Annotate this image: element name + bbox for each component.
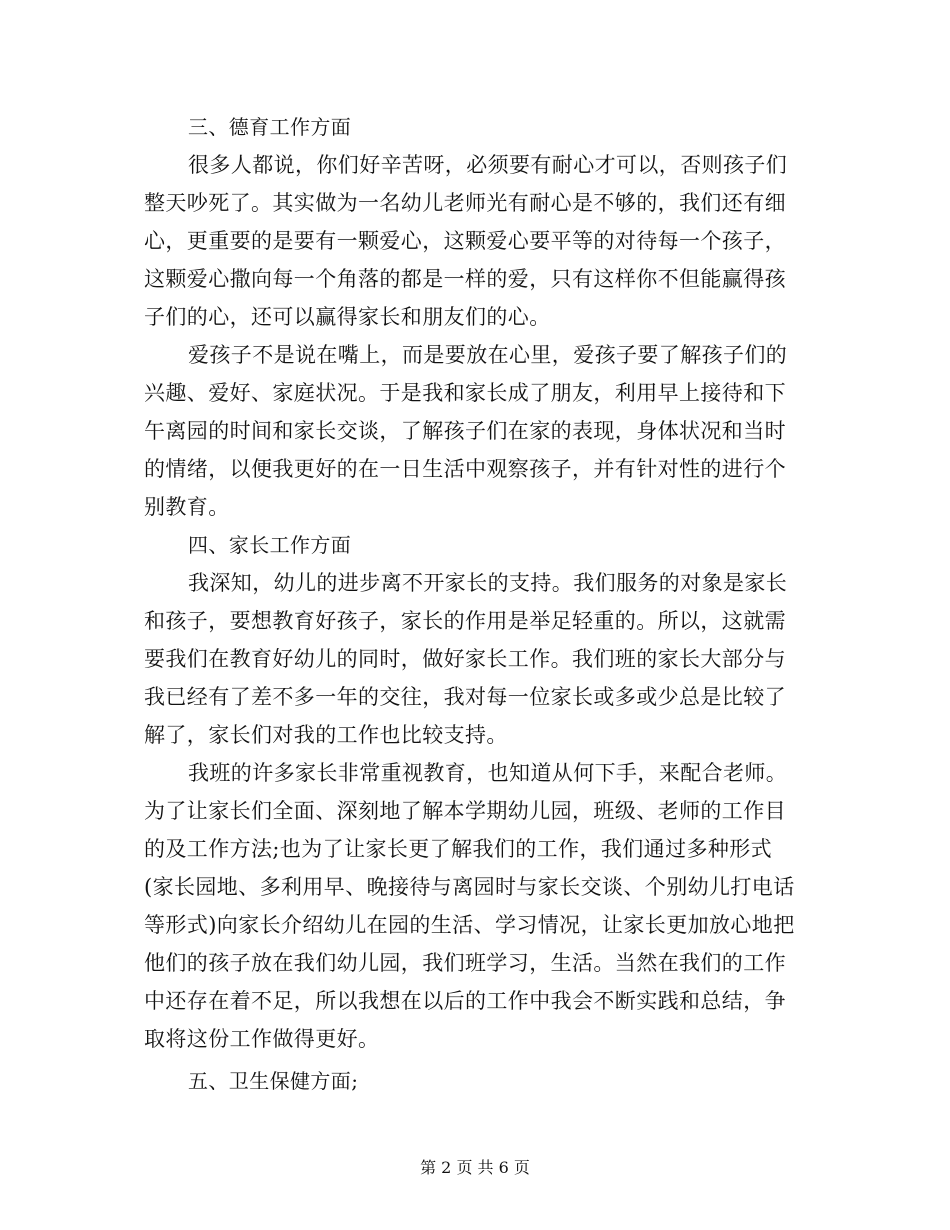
paragraph-line: 的情绪，以便我更好的在一日生活中观察孩子，并有针对性的进行个 — [144, 457, 786, 481]
paragraph-line: 很多人都说，你们好辛苦呀，必须要有耐心才可以，否则孩子们 — [188, 153, 788, 177]
section-heading: 五、卫生保健方面; — [188, 1069, 359, 1093]
paragraph — [144, 336, 806, 526]
paragraph — [144, 754, 806, 1058]
paragraph-line: 为了让家长们全面、深刻地了解本学期幼儿园，班级、老师的工作目 — [144, 799, 786, 823]
section-heading: 四、家长工作方面 — [188, 533, 352, 557]
paragraph-line: 中还存在着不足，所以我想在以后的工作中我会不断实践和总结，争 — [144, 989, 786, 1013]
section-heading: 三、德育工作方面 — [188, 115, 352, 139]
paragraph-line: 兴趣、爱好、家庭状况。于是我和家长成了朋友，利用早上接待和下 — [144, 381, 786, 405]
paragraph-line: 要我们在教育好幼儿的同时，做好家长工作。我们班的家长大部分与 — [144, 647, 786, 671]
paragraph-line: 和孩子，要想教育好孩子，家长的作用是举足轻重的。所以，这就需 — [144, 609, 786, 633]
paragraph-line: 我已经有了差不多一年的交往，我对每一位家长或多或少总是比较了 — [144, 685, 786, 709]
paragraph-line: 午离园的时间和家长交谈，了解孩子们在家的表现，身体状况和当时 — [144, 419, 786, 443]
paragraph-line: 他们的孩子放在我们幼儿园，我们班学习，生活。当然在我们的工作 — [144, 951, 786, 975]
paragraph-line: 解了，家长们对我的工作也比较支持。 — [144, 723, 508, 747]
paragraph-line: 别教育。 — [144, 495, 230, 519]
paragraph-line: 的及工作方法;也为了让家长更了解我们的工作，我们通过多种形式 — [144, 837, 773, 861]
paragraph-line: (家长园地、多利用早、晚接待与离园时与家长交谈、个别幼儿打电话 — [144, 875, 795, 899]
paragraph-line: 整天吵死了。其实做为一名幼儿老师光有耐心是不够的，我们还有细 — [144, 191, 786, 215]
paragraph-line: 爱孩子不是说在嘴上，而是要放在心里，爱孩子要了解孩子们的 — [188, 343, 788, 367]
document-body — [144, 108, 806, 1100]
paragraph-line: 这颗爱心撒向每一个角落的都是一样的爱，只有这样你不但能赢得孩 — [144, 267, 786, 291]
paragraph — [144, 564, 806, 754]
paragraph-line: 取将这份工作做得更好。 — [144, 1027, 380, 1051]
page-number-footer: 第 2 页 共 6 页 — [420, 1158, 530, 1177]
paragraph-line: 等形式)向家长介绍幼儿在园的生活、学习情况，让家长更加放心地把 — [144, 913, 795, 937]
paragraph-line: 我深知，幼儿的进步离不开家长的支持。我们服务的对象是家长 — [188, 571, 788, 595]
paragraph-line: 心，更重要的是要有一颗爱心，这颗爱心要平等的对待每一个孩子， — [144, 229, 786, 253]
paragraph-line: 子们的心，还可以赢得家长和朋友们的心。 — [144, 305, 551, 329]
paragraph-line: 我班的许多家长非常重视教育，也知道从何下手，来配合老师。 — [188, 761, 788, 785]
paragraph — [144, 146, 806, 336]
